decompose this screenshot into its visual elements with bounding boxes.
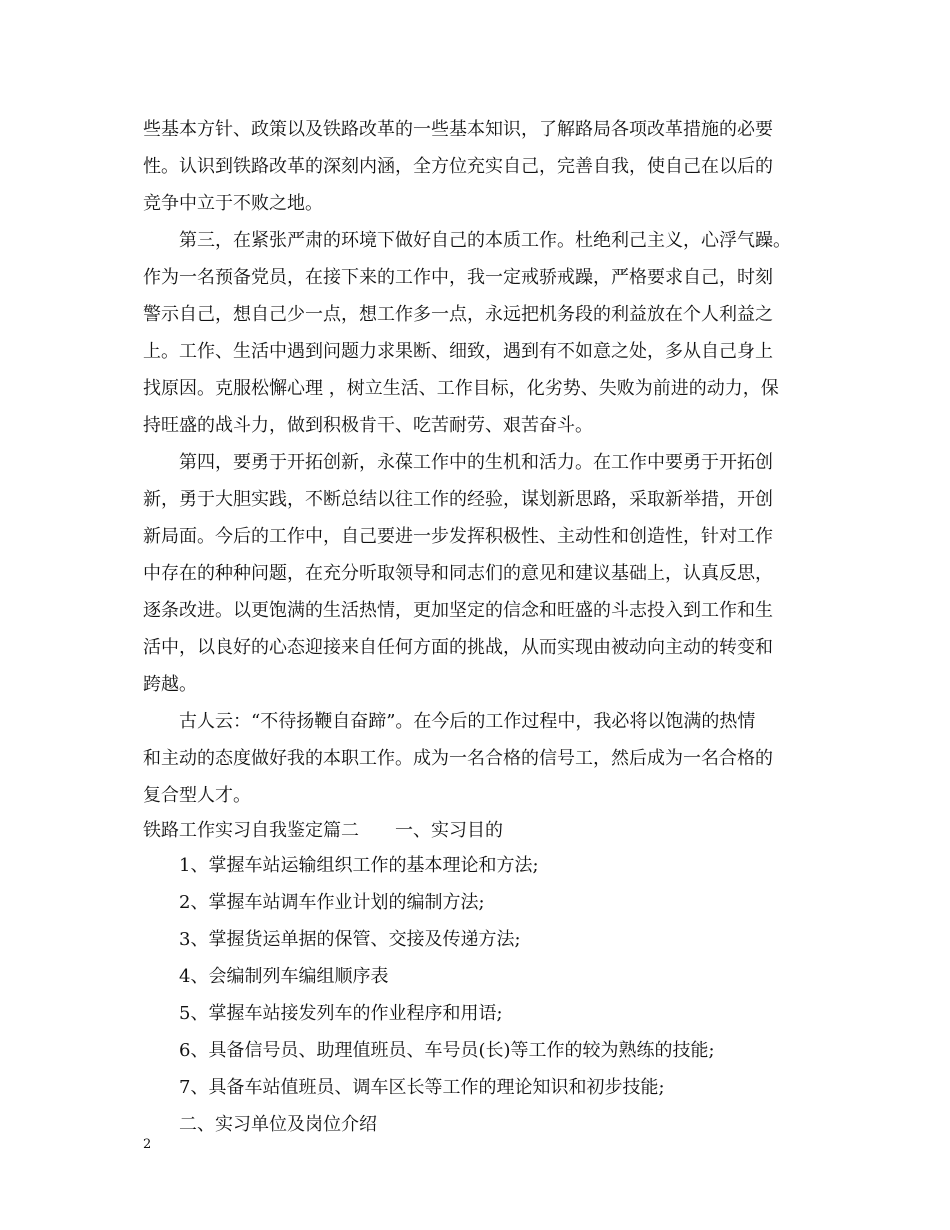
section-heading-line: 铁路工作实习自我鉴定篇二 一、实习目的 (143, 820, 503, 841)
body-text-line: 新，勇于大胆实践，不断总结以往工作的经验，谋划新思路，采取新举措，开创 (143, 489, 773, 510)
body-text-line: 性。认识到铁路改革的深刻内涵，全方位充实自己，完善自我，使自己在以后的 (143, 156, 773, 177)
body-text-line: 新局面。今后的工作中，自己要进一步发挥积极性、主动性和创造性，针对工作 (143, 526, 773, 547)
body-text-line: 警示自己，想自己少一点，想工作多一点，永远把机务段的利益放在个人利益之 (143, 304, 773, 325)
list-item: 6、具备信号员、助理值班员、车号员(长)等工作的较为熟练的技能; (179, 1040, 715, 1061)
paragraph-start-line: 第三，在紧张严肃的环境下做好自己的本质工作。杜绝利己主义，心浮气躁。 (179, 230, 791, 251)
body-text-line: 中存在的种种问题，在充分听取领导和同志们的意见和建议基础上，认真反思， (143, 563, 773, 584)
body-text-line: 些基本方针、政策以及铁路改革的一些基本知识，了解路局各项改革措施的必要 (143, 119, 773, 140)
body-text-line: 活中，以良好的心态迎接来自任何方面的挑战，从而实现由被动向主动的转变和 (143, 637, 773, 658)
paragraph-start-line: 古人云：“不待扬鞭自奋蹄”。在今后的工作过程中，我必将以饱满的热情 (179, 711, 756, 732)
list-item: 3、掌握货运单据的保管、交接及传递方法; (179, 929, 521, 950)
list-item: 2、掌握车站调车作业计划的编制方法; (179, 892, 485, 913)
paragraph-start-line: 第四，要勇于开拓创新，永葆工作中的生机和活力。在工作中要勇于开拓创 (179, 452, 773, 473)
list-item: 5、掌握车站接发列车的作业程序和用语; (179, 1003, 503, 1024)
page-number: 2 (143, 1137, 152, 1152)
body-text-line: 和主动的态度做好我的本职工作。成为一名合格的信号工，然后成为一名合格的 (143, 748, 773, 769)
body-text-line: 逐条改进。以更饱满的生活热情，更加坚定的信念和旺盛的斗志投入到工作和生 (143, 600, 773, 621)
list-item: 1、掌握车站运输组织工作的基本理论和方法; (179, 855, 539, 876)
body-text-line: 持旺盛的战斗力，做到积极肯干、吃苦耐劳、艰苦奋斗。 (143, 415, 593, 436)
list-item: 4、会编制列车编组顺序表 (179, 966, 389, 987)
body-text-line: 找原因。克服松懈心理 ，树立生活、工作目标，化劣势、失败为前进的动力，保 (143, 378, 779, 399)
body-text-line: 跨越。 (143, 674, 197, 695)
list-item: 7、具备车站值班员、调车区长等工作的理论知识和初步技能; (179, 1077, 665, 1098)
body-text-line: 复合型人才。 (143, 785, 251, 806)
body-text-line: 上。工作、生活中遇到问题力求果断、细致，遇到有不如意之处，多从自己身上 (143, 341, 773, 362)
body-text-line: 作为一名预备党员，在接下来的工作中，我一定戒骄戒躁，严格要求自己，时刻 (143, 267, 773, 288)
subsection-heading-line: 二、实习单位及岗位介绍 (179, 1114, 377, 1135)
body-text-line: 竞争中立于不败之地。 (143, 193, 323, 214)
